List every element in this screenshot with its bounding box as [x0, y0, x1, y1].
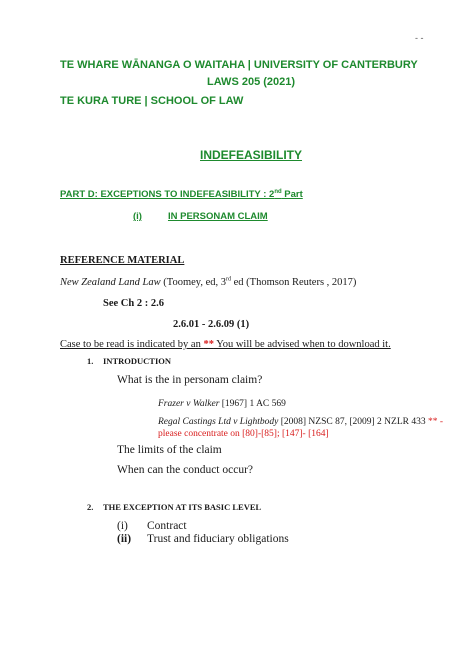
- part-heading-label: PART D: EXCEPTIONS TO INDEFEASIBILITY : 2: [60, 189, 275, 200]
- case-frazer: [158, 399, 286, 409]
- case-regal-name: Regal Castings Ltd v Lightbody: [158, 417, 279, 427]
- see-chapter: See Ch 2 : 2.6: [103, 298, 164, 309]
- reading-note-b: You will be advised when to download it.: [213, 339, 391, 350]
- section1-when: When can the conduct occur?: [117, 464, 254, 476]
- section2-item-text: Trust and fiduciary obligations: [147, 533, 289, 545]
- section1-question: What is the in personam claim?: [117, 374, 263, 386]
- section2-heading: THE EXCEPTION AT ITS BASIC LEVEL: [103, 502, 262, 512]
- section1-number: 1.: [87, 356, 94, 366]
- section2-item-text: Contract: [147, 520, 187, 532]
- part-heading: [60, 189, 303, 200]
- header-university: TE WHARE WĀNANGA O WAITAHA | UNIVERSITY OF CANTERBURY: [60, 59, 418, 71]
- book-title: New Zealand Land Law: [60, 277, 161, 288]
- book-rest-b: ed (Thomson Reuters , 2017): [231, 277, 357, 288]
- case-regal-stars: ** -: [427, 417, 444, 427]
- reading-note: [60, 339, 391, 350]
- header-school: TE KURA TURE | SCHOOL OF LAW: [60, 95, 244, 107]
- case-regal-cite: [2008] NZSC 87, [2009] 2 NZLR 433: [278, 417, 428, 427]
- case-regal-note: please concentrate on [80]-[85]; [147]- [164]: [158, 429, 329, 439]
- paragraph-range: 2.6.01 - 2.6.09 (1): [173, 319, 250, 330]
- subpart-label: IN PERSONAM CLAIM: [167, 211, 268, 222]
- section2-item: [117, 533, 289, 545]
- reading-note-stars: **: [203, 339, 214, 350]
- book-sup: rd: [226, 276, 232, 283]
- part-heading-suffix: Part: [281, 189, 303, 200]
- case-regal: [158, 417, 443, 427]
- reference-heading: REFERENCE MATERIAL: [60, 255, 185, 266]
- part-heading-sup: nd: [274, 188, 282, 195]
- section1-limits: The limits of the claim: [117, 444, 222, 456]
- document-title: INDEFEASIBILITY: [200, 148, 303, 162]
- case-frazer-name: Frazer v Walker: [158, 399, 220, 409]
- reading-note-a: Case to be read is indicated by an: [60, 339, 204, 350]
- book-rest-a: (Toomey, ed, 3: [160, 277, 227, 288]
- subpart-heading: [133, 211, 272, 222]
- header-course: LAWS 205 (2021): [207, 76, 296, 88]
- reference-book: [60, 277, 356, 288]
- section2-item: [117, 520, 187, 532]
- case-frazer-cite: [1967] 1 AC 569: [219, 399, 286, 409]
- subpart-number: (i): [133, 211, 142, 222]
- section2-item-number: (ii): [117, 533, 132, 545]
- page-number: - -: [415, 33, 424, 43]
- section2-number: 2.: [87, 502, 94, 512]
- section2-item-number: (i): [117, 520, 128, 532]
- section1-heading: INTRODUCTION: [103, 356, 172, 366]
